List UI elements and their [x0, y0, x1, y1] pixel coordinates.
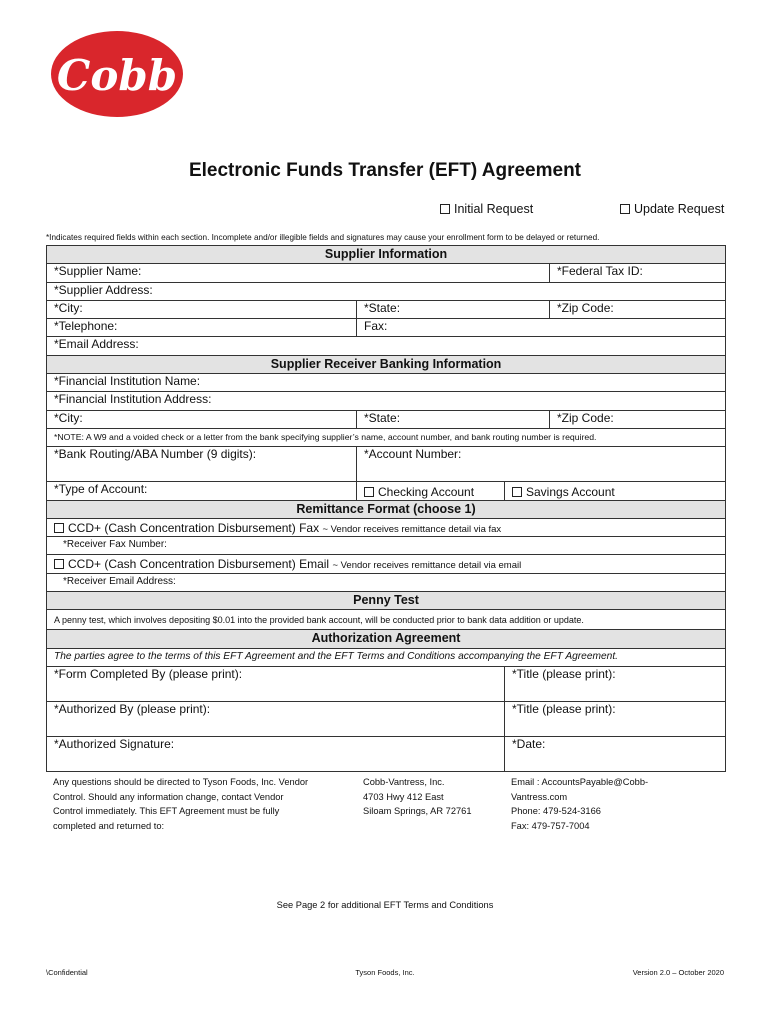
- update-request-checkbox[interactable]: [620, 204, 630, 214]
- receiver-email-address-field[interactable]: *Receiver Email Address:: [47, 573, 726, 591]
- supplier-name-field[interactable]: *Supplier Name:: [47, 264, 550, 282]
- account-type-label: *Type of Account:: [47, 482, 357, 500]
- initial-request-checkbox[interactable]: [440, 204, 450, 214]
- mailing-address: [363, 775, 513, 819]
- remittance-email-option[interactable]: [47, 555, 726, 573]
- supplier-state-field[interactable]: *State:: [357, 300, 550, 318]
- questions-line: completed and returned to:: [53, 820, 165, 831]
- cobb-logo: [50, 30, 184, 118]
- footer-company: Tyson Foods, Inc.: [355, 968, 415, 977]
- penny-test-text: A penny test, which involves depositing $0.01 into the provided bank account, will be conducted prior to bank data addition or update.: [47, 610, 726, 630]
- bank-state-field[interactable]: *State:: [357, 410, 550, 428]
- remittance-email-label: CCD+ (Cash Concentration Disbursement) Email: [68, 557, 330, 572]
- receiver-fax-number-field[interactable]: *Receiver Fax Number:: [47, 537, 726, 555]
- supplier-fax-field[interactable]: Fax:: [357, 319, 726, 337]
- phone-line: Phone: 479-524-3166: [511, 806, 601, 816]
- authorization-terms: The parties agree to the terms of this EFT Agreement and the EFT Terms and Conditions accompanying the EFT Agreement.: [47, 648, 726, 666]
- required-note: *Indicates required fields within each section. Incomplete and/or illegible fields and signatures may cause your enrollment form to be delayed or returned.: [46, 233, 600, 242]
- savings-account-checkbox[interactable]: [512, 487, 522, 497]
- bank-city-field[interactable]: *City:: [47, 410, 357, 428]
- questions-line: Control immediately. This EFT Agreement must be fully: [53, 806, 280, 816]
- account-number-field[interactable]: *Account Number:: [357, 447, 726, 482]
- institution-address-field[interactable]: *Financial Institution Address:: [47, 392, 726, 410]
- authorized-signature-field[interactable]: *Authorized Signature:: [47, 736, 505, 771]
- supplier-city-field[interactable]: *City:: [47, 300, 357, 318]
- contact-info: [511, 775, 711, 833]
- routing-number-field[interactable]: *Bank Routing/ABA Number (9 digits):: [47, 447, 357, 482]
- remittance-email-checkbox[interactable]: [54, 559, 64, 569]
- supplier-zip-field[interactable]: *Zip Code:: [550, 300, 726, 318]
- update-request-label: Update Request: [634, 202, 725, 216]
- fax-line: Fax: 479-757-7004: [511, 820, 590, 831]
- see-page-note: See Page 2 for additional EFT Terms and Conditions: [276, 900, 494, 910]
- remittance-fax-label: CCD+ (Cash Concentration Disbursement) Fax: [68, 520, 320, 535]
- remittance-fax-option[interactable]: [47, 518, 726, 536]
- remittance-email-detail: ~ Vendor receives remittance detail via email: [332, 560, 522, 572]
- questions-line: Any questions should be directed to Tyson Foods, Inc. Vendor: [53, 777, 309, 787]
- logo-text: Cobb: [56, 51, 178, 100]
- supplier-email-field[interactable]: *Email Address:: [47, 337, 726, 355]
- checking-account-option[interactable]: [357, 482, 505, 500]
- remittance-fax-checkbox[interactable]: [54, 523, 64, 533]
- savings-account-label: Savings Account: [526, 485, 615, 500]
- supplier-header: Supplier Information: [47, 246, 726, 264]
- supplier-telephone-field[interactable]: *Telephone:: [47, 319, 357, 337]
- eft-form: [46, 245, 726, 772]
- date-field[interactable]: *Date:: [505, 736, 726, 771]
- authorization-header: Authorization Agreement: [47, 630, 726, 648]
- footer-confidential: \Confidential: [46, 968, 88, 977]
- institution-name-field[interactable]: *Financial Institution Name:: [47, 374, 726, 392]
- title-field-1[interactable]: *Title (please print):: [505, 666, 726, 701]
- remittance-header: Remittance Format (choose 1): [47, 500, 726, 518]
- remittance-fax-detail: ~ Vendor receives remittance detail via fax: [322, 523, 502, 535]
- federal-tax-id-field[interactable]: *Federal Tax ID:: [550, 264, 726, 282]
- checking-account-label: Checking Account: [378, 485, 475, 500]
- savings-account-option[interactable]: [505, 482, 726, 500]
- email-line[interactable]: Vantress.com: [511, 791, 568, 802]
- footer-version: Version 2.0 – October 2020: [632, 968, 724, 977]
- initial-request-option[interactable]: [440, 202, 533, 216]
- banking-note: *NOTE: A W9 and a voided check or a letter from the bank specifying supplier’s name, account number, and bank routing number is required.: [47, 428, 726, 446]
- supplier-address-field[interactable]: *Supplier Address:: [47, 282, 726, 300]
- initial-request-label: Initial Request: [454, 202, 534, 216]
- update-request-option[interactable]: [620, 202, 724, 216]
- form-completed-by-field[interactable]: *Form Completed By (please print):: [47, 666, 505, 701]
- checking-account-checkbox[interactable]: [364, 487, 374, 497]
- questions-line: Control. Should any information change, contact Vendor: [53, 791, 284, 802]
- bank-zip-field[interactable]: *Zip Code:: [550, 410, 726, 428]
- page-title: Electronic Funds Transfer (EFT) Agreement: [188, 160, 582, 181]
- email-line[interactable]: Email : AccountsPayable@Cobb-: [511, 777, 649, 787]
- title-field-2[interactable]: *Title (please print):: [505, 701, 726, 736]
- authorized-by-field[interactable]: *Authorized By (please print):: [47, 701, 505, 736]
- address-line: Siloam Springs, AR 72761: [363, 806, 472, 816]
- questions-text: [53, 775, 353, 833]
- address-line: Cobb-Vantress, Inc.: [363, 777, 445, 787]
- penny-test-header: Penny Test: [47, 592, 726, 610]
- address-line: 4703 Hwy 412 East: [363, 791, 444, 802]
- banking-header: Supplier Receiver Banking Information: [47, 355, 726, 373]
